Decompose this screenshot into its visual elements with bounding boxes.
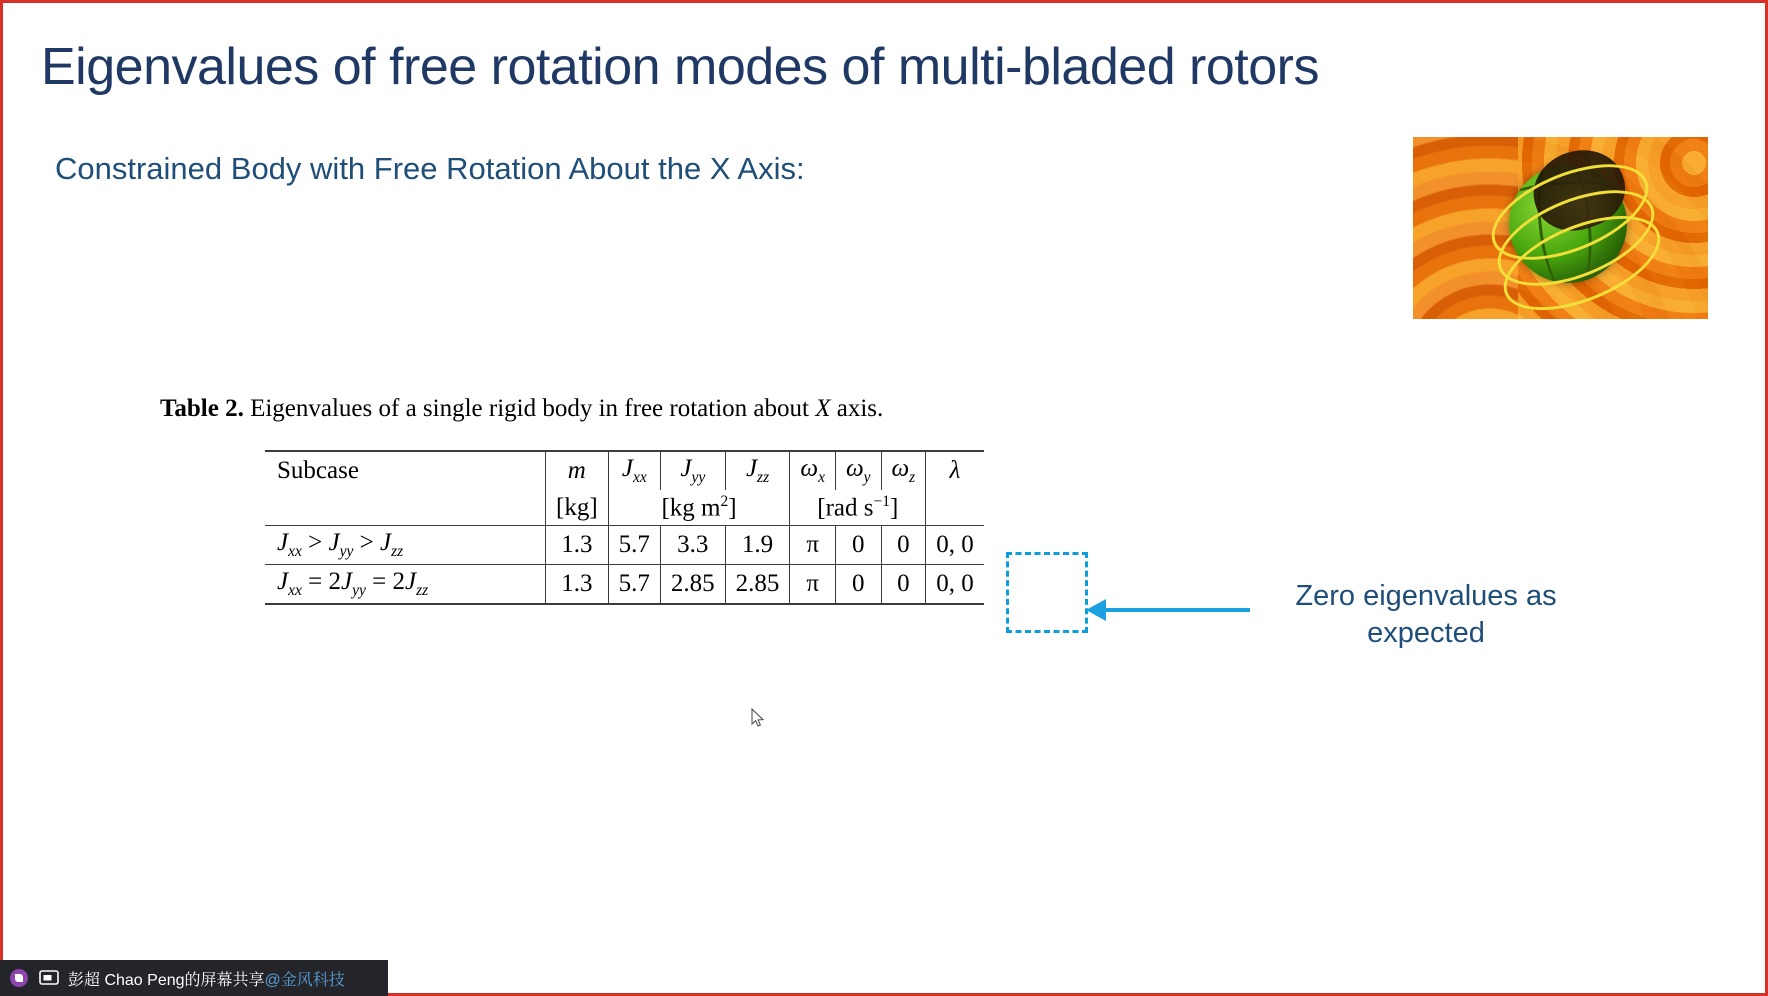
slide-subtitle: Constrained Body with Free Rotation About the X Axis: (55, 151, 805, 186)
column-header-omega-y: $\omega_y$ (835, 451, 881, 490)
page-title: Eigenvalues of free rotation modes of multi-bladed rotors (41, 38, 1319, 96)
table-unit-row (265, 490, 984, 526)
cell-jxx-1: 5.7 (608, 526, 660, 565)
cell-wy-1: 0 (835, 526, 881, 565)
cell-wx-1: π (790, 526, 836, 565)
column-header-lambda: λ (926, 451, 984, 490)
annotation-arrow (1086, 599, 1251, 621)
column-header-mass: m (546, 451, 609, 490)
cell-jyy-1: 3.3 (660, 526, 725, 565)
table-caption-text: Eigenvalues of a single rigid body in free rotation about (250, 395, 809, 422)
share-user-text: 彭超 Chao Peng的屏幕共享 (68, 971, 265, 989)
unit-omega: [rad $s^{-1}$] (790, 490, 926, 526)
lambda-highlight-box (1006, 552, 1088, 633)
column-header-jxx: $J_{xx}$ (608, 451, 660, 490)
table-row (265, 526, 984, 565)
table-row (265, 565, 984, 605)
screen-share-status-bar[interactable] (0, 960, 388, 996)
mouse-cursor-icon (751, 708, 765, 728)
share-status-label (68, 967, 345, 990)
table-caption (160, 395, 883, 423)
table-caption-symbol: X (815, 395, 831, 422)
cell-subcase-1: $J_{xx} > J_{yy} > J_{zz}$ (265, 526, 546, 565)
cell-jzz-2: 2.85 (725, 565, 790, 605)
cell-m-1: 1.3 (546, 526, 609, 565)
cell-m-2: 1.3 (546, 565, 609, 605)
annotation-text: Zero eigenvalues as expected (1295, 580, 1557, 650)
table-header-row (265, 451, 984, 490)
cell-jzz-1: 1.9 (725, 526, 790, 565)
cell-jxx-2: 5.7 (608, 565, 660, 605)
unit-lambda (926, 490, 984, 526)
arrow-shaft (1102, 608, 1250, 612)
column-header-omega-x: $\omega_x$ (790, 451, 836, 490)
rotating-body-simulation-thumbnail (1413, 137, 1708, 319)
cell-wx-2: π (790, 565, 836, 605)
cell-subcase-2: $J_{xx} = 2J_{yy} = 2J_{zz}$ (265, 565, 546, 605)
eigenvalue-table (265, 450, 984, 605)
unit-inertia: [kg $m^2$] (608, 490, 790, 526)
cell-wz-1: 0 (881, 526, 926, 565)
cell-wz-2: 0 (881, 565, 926, 605)
cell-wy-2: 0 (835, 565, 881, 605)
slide-canvas (3, 3, 1765, 993)
unit-mass: [kg] (546, 490, 609, 526)
screen-share-icon (38, 967, 60, 989)
table-caption-label: Table 2. (160, 395, 244, 422)
column-header-jyy: $J_{yy}$ (660, 451, 725, 490)
cell-lambda-1: 0, 0 (926, 526, 984, 565)
column-header-omega-z: $\omega_z$ (881, 451, 926, 490)
column-header-jzz: $J_{zz}$ (725, 451, 790, 490)
share-org-text: @金风科技 (264, 971, 345, 989)
table-caption-tail: axis. (836, 395, 884, 422)
column-header-subcase: Subcase (265, 451, 546, 490)
cell-jyy-2: 2.85 (660, 565, 725, 605)
unit-empty (265, 490, 546, 526)
zoom-app-icon (8, 967, 30, 989)
cell-lambda-2: 0, 0 (926, 565, 984, 605)
